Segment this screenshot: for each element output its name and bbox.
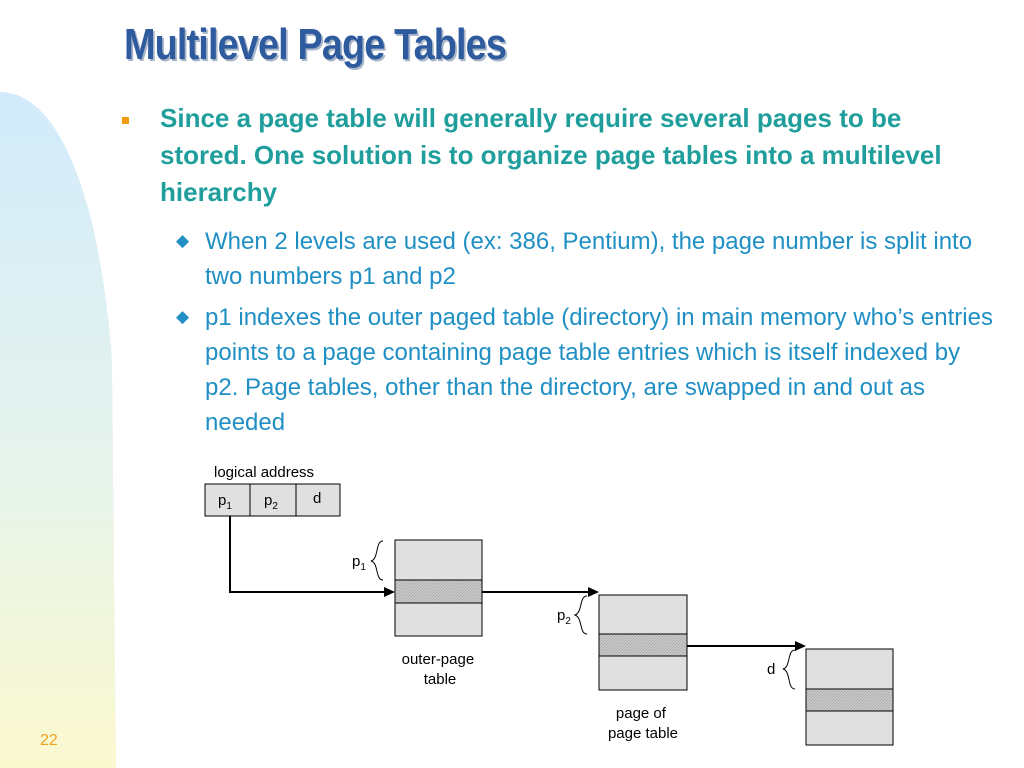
brace-label-p2: $p_2$ [557,607,571,627]
outer-page-table [395,540,482,636]
field-d: d [313,490,322,507]
logical-address-label: logical address [214,464,315,481]
diamond-bullet-icon: ◆ [176,307,190,326]
page-of-page-table-label: page of page table [607,705,679,742]
sub-bullet-2: p1 indexes the outer paged table (directory) in main memory who’s entries points to a page containing page table entries which is itself indexed by p2. Page tables, other than the directory, are swapped in and out as needed [205,304,993,436]
field-p2: $p_2$ [264,492,278,512]
page [806,649,893,745]
field-p1: $p_1$ [218,492,232,512]
slide-number: 22 [40,732,58,749]
slide-title: Multilevel Page Tables [124,20,507,69]
logical-address-box [205,484,340,516]
brace-label-d: d [767,661,776,678]
main-bullet-text: Since a page table will generally require several pages to be stored. One solution is to organize page tables into a multilevel hierarchy [160,103,942,207]
sub-bullet-1: When 2 levels are used (ex: 386, Pentium), the page number is split into two numbers p1 and p2 [205,228,973,290]
arrows [230,516,796,646]
page-of-page-table [599,595,687,690]
brace-label-p1: $p_1$ [352,553,366,573]
outer-page-table-label: outer-page table [401,651,475,688]
diamond-bullet-icon: ◆ [176,231,190,250]
